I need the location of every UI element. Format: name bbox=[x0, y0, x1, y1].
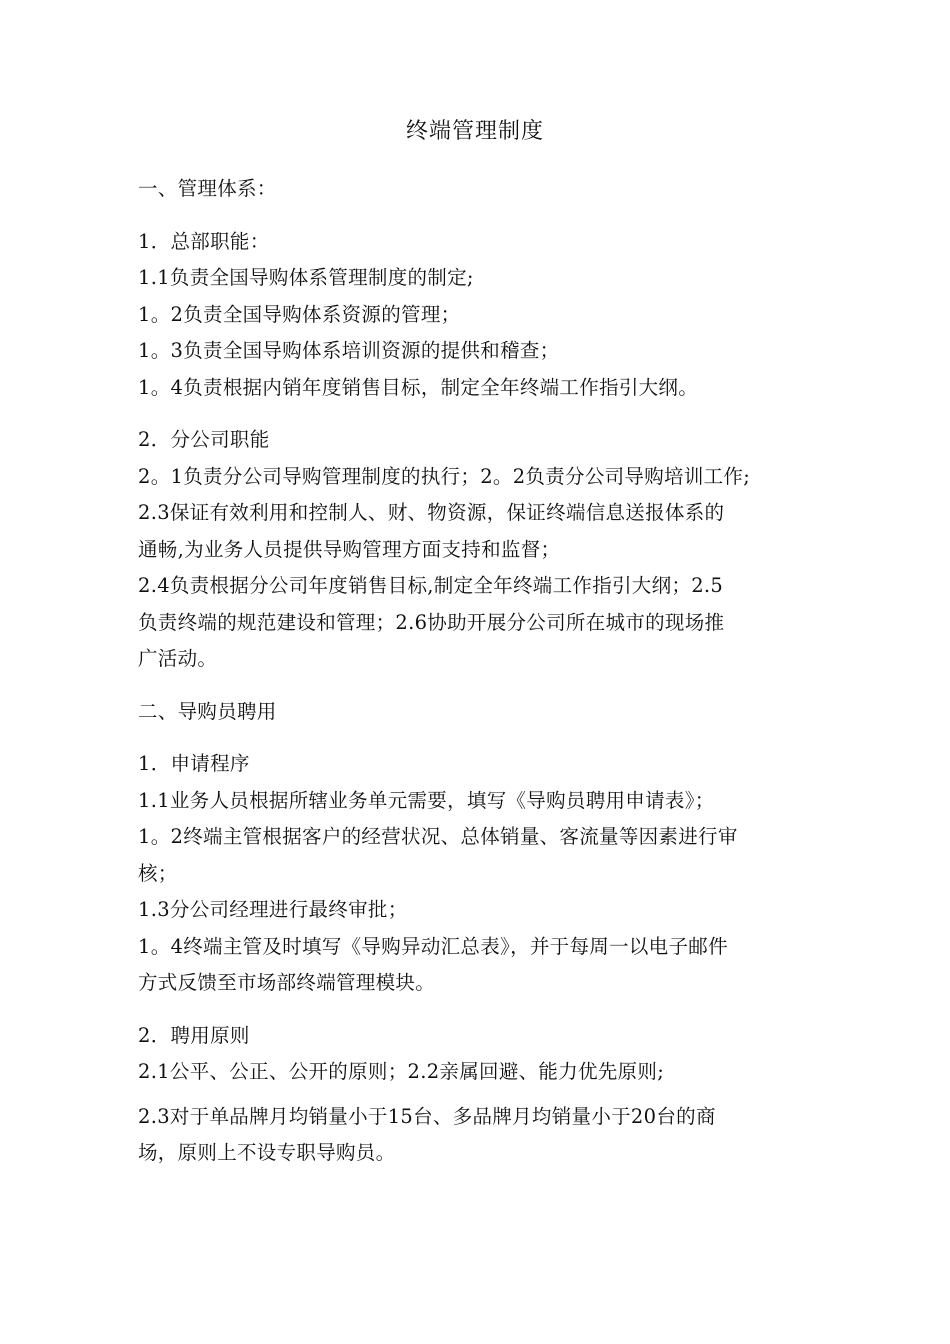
document-title: 终端管理制度 bbox=[405, 119, 544, 144]
text-line: 广活动。 bbox=[138, 647, 218, 670]
text-line: 2.3对于单品牌月均销量小于15台、多品牌月均销量小于20台的商 bbox=[138, 1104, 716, 1128]
subsection-heading: 1．申请程序 bbox=[138, 752, 250, 775]
text-line: 1.1业务人员根据所辖业务单元需要，填写《导购员聘用申请表》； bbox=[138, 788, 715, 812]
paragraph-gap bbox=[138, 208, 838, 224]
text-line: 1。2负责全国导购体系资源的管理； bbox=[138, 302, 461, 326]
subsection-heading: 2．聘用原则 bbox=[138, 1023, 250, 1047]
paragraph-gap bbox=[138, 730, 838, 746]
text-line: 2.1公平、公正、公开的原则；2.2亲属回避、能力优先原则; bbox=[138, 1060, 665, 1083]
paragraph-gap bbox=[138, 406, 838, 422]
document-body bbox=[138, 171, 838, 1172]
text-line: 核； bbox=[138, 861, 178, 885]
text-line: 方式反馈至市场部终端管理模块。 bbox=[138, 971, 436, 994]
text-line: 1。3负责全国导购体系培训资源的提供和稽查； bbox=[138, 339, 560, 362]
text-line: 场，原则上不设专职导购员。 bbox=[138, 1141, 396, 1164]
paragraph-gap bbox=[138, 1002, 838, 1018]
text-line: 1。4终端主管及时填写《导购异动汇总表》，并于每周一以电子邮件 bbox=[138, 934, 728, 958]
text-line: 1.1负责全国导购体系管理制度的制定; bbox=[138, 266, 474, 289]
subsection-heading: 2．分公司职能 bbox=[138, 428, 270, 451]
section-heading: 二、导购员聘用 bbox=[138, 699, 277, 723]
text-line: 2.3保证有效利用和控制人、财、物资源，保证终端信息送报体系的 bbox=[138, 501, 725, 524]
text-line: 1。2终端主管根据客户的经营状况、总体销量、客流量等因素进行审 bbox=[138, 825, 738, 848]
section-heading: 一、管理体系： bbox=[138, 177, 277, 200]
text-line: 负责终端的规范建设和管理；2.6协助开展分公司所在城市的现场推 bbox=[138, 610, 725, 634]
subsection-heading: 1．总部职能： bbox=[138, 229, 270, 253]
text-line: 2。1负责分公司导购管理制度的执行；2。2负责分公司导购培训工作; bbox=[138, 464, 751, 488]
text-line: 通畅,为业务人员提供导购管理方面支持和监督； bbox=[138, 537, 561, 561]
text-line: 1.3分公司经理进行最终审批； bbox=[138, 898, 408, 921]
text-line: 1。4负责根据内销年度销售目标，制定全年终端工作指引大纲。 bbox=[138, 375, 699, 399]
paragraph-gap bbox=[138, 678, 838, 694]
text-line: 2.4负责根据分公司年度销售目标,制定全年终端工作指引大纲；2.5 bbox=[138, 574, 724, 597]
paragraph-gap bbox=[138, 1091, 838, 1099]
